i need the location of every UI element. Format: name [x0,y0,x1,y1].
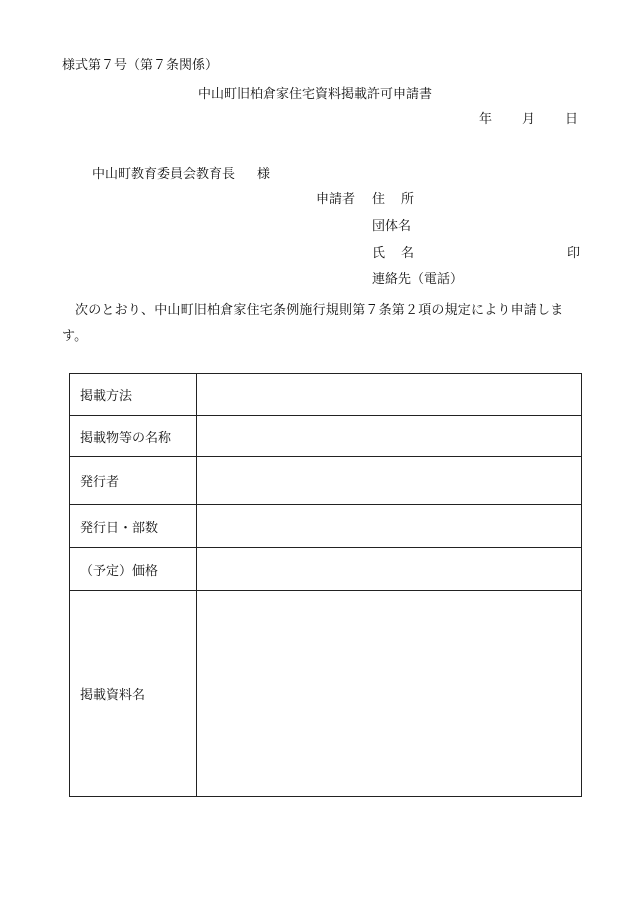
table-row [70,457,582,505]
document-title: 中山町旧柏倉家住宅資料掲載許可申請書 [197,87,432,102]
contact-field-label: 連絡先（電話） [372,272,464,287]
date-month-label: 月 [521,112,535,127]
applicant-label: 申請者 [316,192,356,207]
table-row [70,416,582,457]
material-name-label: 掲載資料名 [70,591,197,797]
address-label-char-2: 所 [401,192,415,207]
addressee-honorific: 様 [257,167,271,182]
material-name-value[interactable] [197,591,582,797]
publisher-value[interactable] [197,457,582,505]
form-number: 様式第７号（第７条関係） [62,58,219,73]
table-row [70,548,582,591]
table-row [70,505,582,548]
name-label-char-2: 名 [401,246,415,261]
group-name-field-label: 団体名 [372,219,412,234]
address-label-char-1: 住 [372,192,386,207]
name-label-char-1: 氏 [372,246,386,261]
publication-method-value[interactable] [197,374,582,416]
address-field-label [372,192,414,208]
addressee-name: 中山町教育委員会教育長 [92,167,236,182]
publication-name-value[interactable] [197,416,582,457]
application-details-table [69,373,582,797]
table-row [70,591,582,797]
addressee [92,167,270,183]
date-day-label: 日 [564,112,578,127]
publisher-label: 発行者 [70,457,197,505]
date-line [479,112,578,128]
application-statement: 次のとおり、中山町旧柏倉家住宅条例施行規則第７条第２項の規定により申請します。 [62,303,564,344]
price-label: （予定）価格 [70,548,197,591]
issue-date-copies-label: 発行日・部数 [70,505,197,548]
issue-date-copies-value[interactable] [197,505,582,548]
date-year-label: 年 [478,112,492,127]
publication-method-label: 掲載方法 [70,374,197,416]
seal-mark: 印 [566,246,580,261]
publication-name-label: 掲載物等の名称 [70,416,197,457]
name-field-label [372,246,414,262]
table-row [70,374,582,416]
price-value[interactable] [197,548,582,591]
